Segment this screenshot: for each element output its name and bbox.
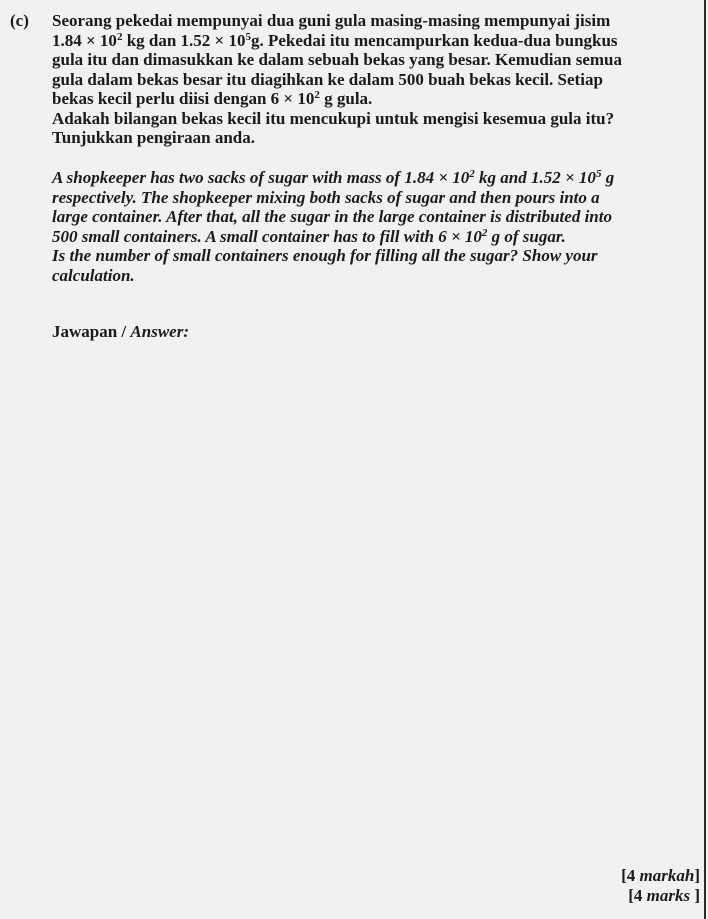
malay-line: Adakah bilangan bekas kecil itu mencukupi untuk mengisi kesemua gula itu? — [52, 108, 615, 128]
marks-malay: [4 markah] — [621, 866, 700, 885]
marks-english: [4 marks ] — [628, 886, 700, 905]
english-line: A shopkeeper has two sacks of sugar with mass of $1.84 \times 10^2$ kg and $1.52 \times 10^5$ g — [52, 168, 615, 187]
malay-line: Tunjukkan pengiraan anda. — [52, 128, 256, 147]
malay-line: gula dalam bekas besar itu diagihkan ke dalam 500 buah bekas kecil. Setiap — [52, 69, 603, 89]
malay-line: Seorang pekedai mempunyai dua guni gula masing-masing mempunyai jisim — [52, 11, 611, 30]
english-line: 500 small containers. A small container has to fill with $6 \times 10^2$ g of sugar. — [52, 226, 566, 246]
malay-line: $1.84 \times 10^2$ kg dan $1.52 \times 10^5g$. Pekedai itu mencampurkan kedua-dua bungkus — [52, 30, 618, 50]
malay-line: bekas kecil perlu diisi dengan $6 \times 10^2$ g gula. — [52, 89, 373, 108]
question-text-english — [52, 168, 702, 285]
malay-line: gula itu dan dimasukkan ke dalam sebuah bekas yang besar. Kemudian semua — [52, 50, 622, 69]
page-right-border — [704, 0, 706, 919]
english-line: large container. After that, all the sugar in the large container is distributed into — [52, 207, 612, 226]
english-line: respectively. The shopkeeper mixing both sacks of sugar and then pours into a — [52, 187, 600, 207]
question-text-malay — [52, 11, 702, 148]
english-line: Is the number of small containers enough for filling all the sugar? Show your — [52, 246, 598, 265]
answer-label: Jawapan / Answer: — [52, 322, 189, 341]
english-line: calculation. — [52, 265, 135, 285]
question-label: (c) — [10, 11, 29, 30]
